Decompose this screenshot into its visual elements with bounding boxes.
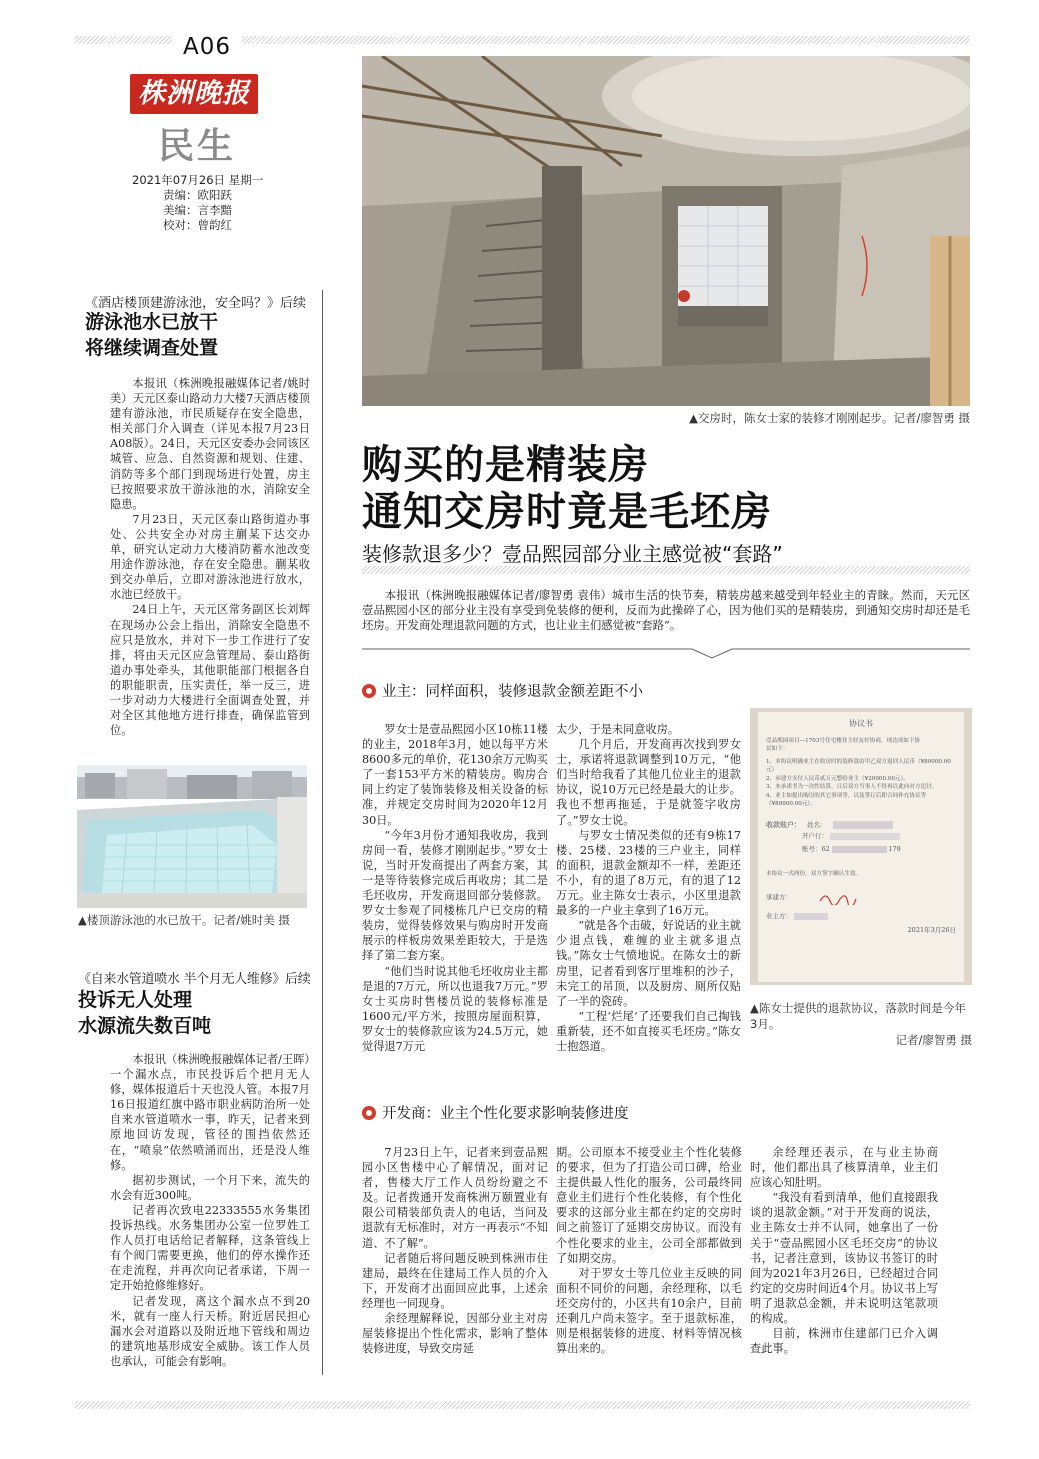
section1-title	[362, 680, 762, 701]
paragraph: 期。公司原本不接受业主个性化装修的要求，但为了打造公司口碑，给业主提供最人性化的服务，公司最终同意业主们进行个性化装修，有个性化要求的这部分业主都在约定的交房时间之前签订了延期交房协议。而没有个性化要求的业主，公司全部都做到了如期交房。	[556, 1146, 742, 1265]
account-tail: 179	[888, 844, 901, 853]
redacted-owner	[794, 913, 828, 920]
section2-col3	[750, 1145, 938, 1377]
lead-box-top	[362, 566, 970, 574]
agreement-line: 议如下：	[766, 746, 789, 752]
main-headline-line2: 通知交房时竟是毛坯房	[362, 489, 772, 535]
paragraph: 记者发现，离这个漏水点不到20米，就有一座人行天桥。附近居民担心漏水会对道路以及附近地下管线和周边的建筑地基形成安全威胁。该工作人员也承认，可能会有影响。	[110, 1294, 310, 1368]
paragraph: 余经理还表示，在与业主协商时，他们都出具了核算清单，业主们应该心知肚明。	[750, 1146, 938, 1190]
paragraph: “工程‘烂尾’了还要我们自己掏钱重新装，还不如直接买毛坯房。”陈女士抱怨道。	[556, 1009, 741, 1053]
agreement-account-number-row	[802, 845, 956, 855]
lead-box-bottom	[362, 645, 970, 659]
agreement-line: 3、本承诺书为一次性结算，日后双方当事人不得再以此向对方追讨。	[766, 784, 938, 790]
section2-col2	[556, 1145, 742, 1377]
agreement-line: 壹品熙园项目—1703号住宅楼业主经友好协商，现达成如下协	[766, 737, 921, 744]
agreement-sign-row	[766, 893, 956, 903]
redacted-account	[832, 846, 887, 853]
contractor-label: 承建方：	[766, 892, 792, 901]
account-number-label: 账号：62	[802, 844, 830, 853]
paragraph: 记者随后将问题反映到株洲市住建局，最终在住建局工作人员的介入下，开发商才出面回应此事，上述余经理也一同现身。	[362, 1251, 548, 1310]
date-line: 2021年07月26日 星期一	[132, 173, 264, 187]
lead-paragraph: 本报讯（株洲晚报融媒体记者/廖智勇 袁伟）城市生活的快节奏，精装房越来越受到年轻业主的青睐。然而，天元区壹品熙园小区的部分业主没有享受到免装修的便利，反而为此操碎了心，因为他们买的是精装房，到通知交房时却还是毛坯房。开发商处理退款问题的方式，也让业主们感觉被“套路”。	[362, 588, 970, 633]
agreement-line: 2、承建方支付人民币贰万元整给业主（¥20000.00元）。	[766, 775, 909, 782]
pool-photo-caption: ▲楼顶游泳池的水已放干。记者/姚时美 摄	[78, 913, 290, 927]
agreement-line: （¥80000.00元）。	[766, 801, 816, 807]
redacted-bank	[830, 833, 900, 840]
agreement-footer: 本协议一式两份，双方签字确认生效。	[766, 871, 862, 877]
column-divider	[322, 290, 323, 1375]
pool-photo	[77, 765, 307, 908]
section1-col2	[556, 722, 741, 1082]
paragraph: 7月23日上午，记者来到壹品熙园小区售楼中心了解情况，面对记者，售楼大厅工作人员纷纷避之不及。记者拨通开发商株洲万颐置业有限公司精装部负责人的电话，当问及退款有无标准时，对方一再表示“不知道、不了解”。	[362, 1146, 548, 1250]
paper-name: 株洲晚报	[138, 78, 250, 109]
section-bullet-icon	[362, 1106, 376, 1120]
paragraph: 与罗女士情况类似的还有9栋17楼、25楼、23楼的三户业主，同样的面积，退款金额却不一样，差距还不小，有的退了8万元，有的退了12万元。业主陈女士表示，小区里退款最多的一户业主拿到了16万元。	[556, 828, 741, 918]
paragraph: “就是各个击破，好说话的业主就少退点钱，难缠的业主就多退点钱。”陈女士气愤地说。在陈女士的新房里，记者看到客厅里堆积的沙子，未完工的吊顶，以及厨房、厕所仅贴了一半的瓷砖。	[556, 919, 741, 1008]
paragraph: 7月23日，天元区泰山路街道办事处、公共安全办对房主蒯某下达交办单，研究认定动力大楼消防蓄水池改变用途作游泳池，存在安全隐患。蒯某收到交办单后，立即对游泳池进行放水，水池已经放干。	[110, 512, 310, 602]
agreement-photo	[750, 708, 972, 985]
agreement-title: 协议书	[849, 719, 873, 728]
paragraph: 目前，株洲市住建部门已介入调查此事。	[750, 1327, 938, 1356]
agreement-line: 4、业主如提出购房的其它事项等，以及签订后即合同补充协议等	[766, 792, 927, 799]
bottom-rule	[75, 1401, 970, 1409]
section-bullet-icon	[362, 684, 376, 698]
side-story1-body	[110, 376, 310, 752]
paragraph: 本报讯（株洲晚报融媒体记者/姚时美）天元区泰山路动力大楼7天酒店楼顶建有游泳池，市民质疑存在安全隐患，相关部门介入调查（详见本报7月23日A08版）。24日，天元区安委办会同该区城管、应急、自然资源和规划、住建、消防等多个部门到现场进行处置，房主已按照要求放干游泳池的水，消除安全隐患。	[110, 377, 310, 511]
side-story2-headline-line1: 投诉无人处理	[78, 989, 193, 1011]
paragraph: 余经理解释说，因部分业主对房屋装修提出个性化需求，影响了整体装修进度，导致交房延	[362, 1312, 548, 1356]
editor-line: 责编：欧阳跃	[163, 188, 232, 202]
art-editor-line: 美编：言李黯	[163, 203, 232, 217]
section2-title	[362, 1102, 762, 1123]
main-photo-caption: ▲交房时，陈女士家的装修才刚刚起步。记者/廖智勇 摄	[689, 411, 970, 425]
paragraph: 太少，于是未同意收房。	[556, 723, 680, 736]
section1-col1	[362, 722, 548, 1082]
section1-title-text: 业主：同样面积，装修退款金额差距不小	[382, 684, 643, 700]
paragraph: 据初步测试，一个月下来，流失的水会有近300吨。	[110, 1173, 310, 1202]
side-story1-kicker: 《酒店楼顶建游泳池，安全吗？》后续	[85, 296, 307, 311]
signature	[818, 889, 858, 905]
agreement-credit: 记者/廖智勇 摄	[895, 1033, 972, 1047]
account-label: 收款账户：	[766, 820, 801, 829]
agreement-date: 2021年3月26日	[907, 925, 956, 934]
side-story2-body	[110, 1052, 310, 1382]
agreement-caption: ▲陈女士提供的退款协议，落款时间是今年3月。	[750, 1001, 966, 1031]
paragraph: “今年3月份才通知我收房，我到房间一看，装修才刚刚起步。”罗女士说，当时开发商提出了两套方案，其一是等待装修完成后再收房；其二是毛坯收房，开发商退回部分装修款。罗女士参观了同楼栋几户已交房的精装房，觉得装修效果与购房时开发商展示的样板房效果差距较大，于是选择了第二套方案。	[362, 828, 548, 963]
paragraph: 记者再次致电22333555水务集团投诉热线。水务集团办公室一位罗姓工作人员打电话给记者解释，这条管线上有个阀门需要更换，他们的停水操作还在走流程，并再次向记者承诺，下周一定开始抢修维修好。	[110, 1203, 310, 1293]
side-story2-headline-line2: 水源流失数百吨	[78, 1015, 212, 1037]
owner-label: 业主方：	[766, 912, 792, 920]
lead-text	[362, 588, 970, 638]
paragraph: “我没有看到清单，他们直接跟我谈的退款金额。”对于开发商的说法，业主陈女士并不认同，她拿出了一份关于“壹品熙园小区毛坯交房”的协议书，记者注意到，该协议书签订的时间为2021年3月26日，已经超过合同约定的交房时间近4个月。协议书上写明了退款总金额，并未说明这笔款项的构成。	[750, 1191, 938, 1326]
bank-label: 开户行：	[802, 832, 828, 840]
side-story1-headline-line1: 游泳池水已放干	[85, 311, 219, 333]
section2-title-text: 开发商：业主个性化要求影响装修进度	[382, 1106, 629, 1122]
section-name: 民生	[158, 126, 237, 167]
side-story2-kicker: 《自来水管道喷水 半个月无人维修》后续	[78, 972, 311, 987]
main-headline-line1: 购买的是精装房	[362, 442, 649, 488]
section2-col1	[362, 1145, 548, 1377]
page-number: A06	[172, 34, 242, 64]
main-photo	[362, 56, 970, 406]
paragraph: 对于罗女士等几位业主反映的同面积不同价的问题，余经理称，以毛坯交房付的，小区共有10余户，目前还剩几户尚未签字。至于退款标准，则是根据装修的进度、材料等情况核算出来的。	[556, 1266, 742, 1356]
agreement-bank-row	[802, 832, 956, 842]
paragraph: 本报讯（株洲晚报融媒体记者/王晖）一个漏水点，市民投诉后个把月无人修，媒体报道后十天也没人管。本报7月16日报道红旗中路市职业病防治所一处自来水管道喷水一事，昨天，记者来到原地回访发现，管径的围挡依然还在，“喷泉”依然喷涌而出，还是没人维修。	[110, 1053, 310, 1172]
paragraph: 几个月后，开发商再次找到罗女士，承诺将退款调整到10万元，“他们当时给我看了其他几位业主的退款协议，说10万元已经是最大的让步。我也不想再拖延，于是就签字收房了。”罗女士说。	[556, 738, 741, 827]
agreement-line: 1、本协议明确业主在收房时的装修款由甲乙双方退回人民币（¥80000.00元）	[766, 758, 951, 773]
redacted-name	[833, 821, 893, 829]
paragraph: 罗女士是壹品熙园小区10栋11楼的业主，2018年3月，她以每平方米8600多元的单价，花130余万元购买了一套153平方米的精装房。购房合同上约定了装饰装修及相关设备的标准，并规定交房时间为2020年12月30日。	[362, 723, 548, 827]
paragraph: 24日上午，天元区常务副区长刘辉在现场办公会上指出，消除安全隐患不应只是放水，并对下一步工作进行了安排，将由天元区应急管理局、泰山路街道办事处牵头，其他职能部门根据各自的职能职责，压实责任，举一反三，进一步对动力大楼进行全面调查处置，并对全区其他地方进行排查，确保监管到位。	[110, 603, 310, 738]
main-subheadline: 装修款退多少？壹品熙园部分业主感觉被“套路”	[362, 542, 783, 566]
proofreader-line: 校对：曾韵红	[163, 218, 232, 232]
agreement-owner-row	[766, 912, 956, 922]
paragraph: “他们当时说其他毛坯收房业主都是退的7万元，所以也退我7万元。”罗女士买房时售楼员说的装修标准是1600元/平方米，按照房屋面积算，罗女士的装修款应该为24.5万元，她觉得退7万元	[362, 964, 548, 1053]
side-story1-headline-line2: 将继续调查处置	[85, 337, 219, 359]
agreement-paper	[758, 712, 964, 982]
agreement-account-row	[766, 821, 956, 830]
paper-logo	[130, 74, 258, 114]
account-name-label: 姓名：	[807, 820, 827, 829]
